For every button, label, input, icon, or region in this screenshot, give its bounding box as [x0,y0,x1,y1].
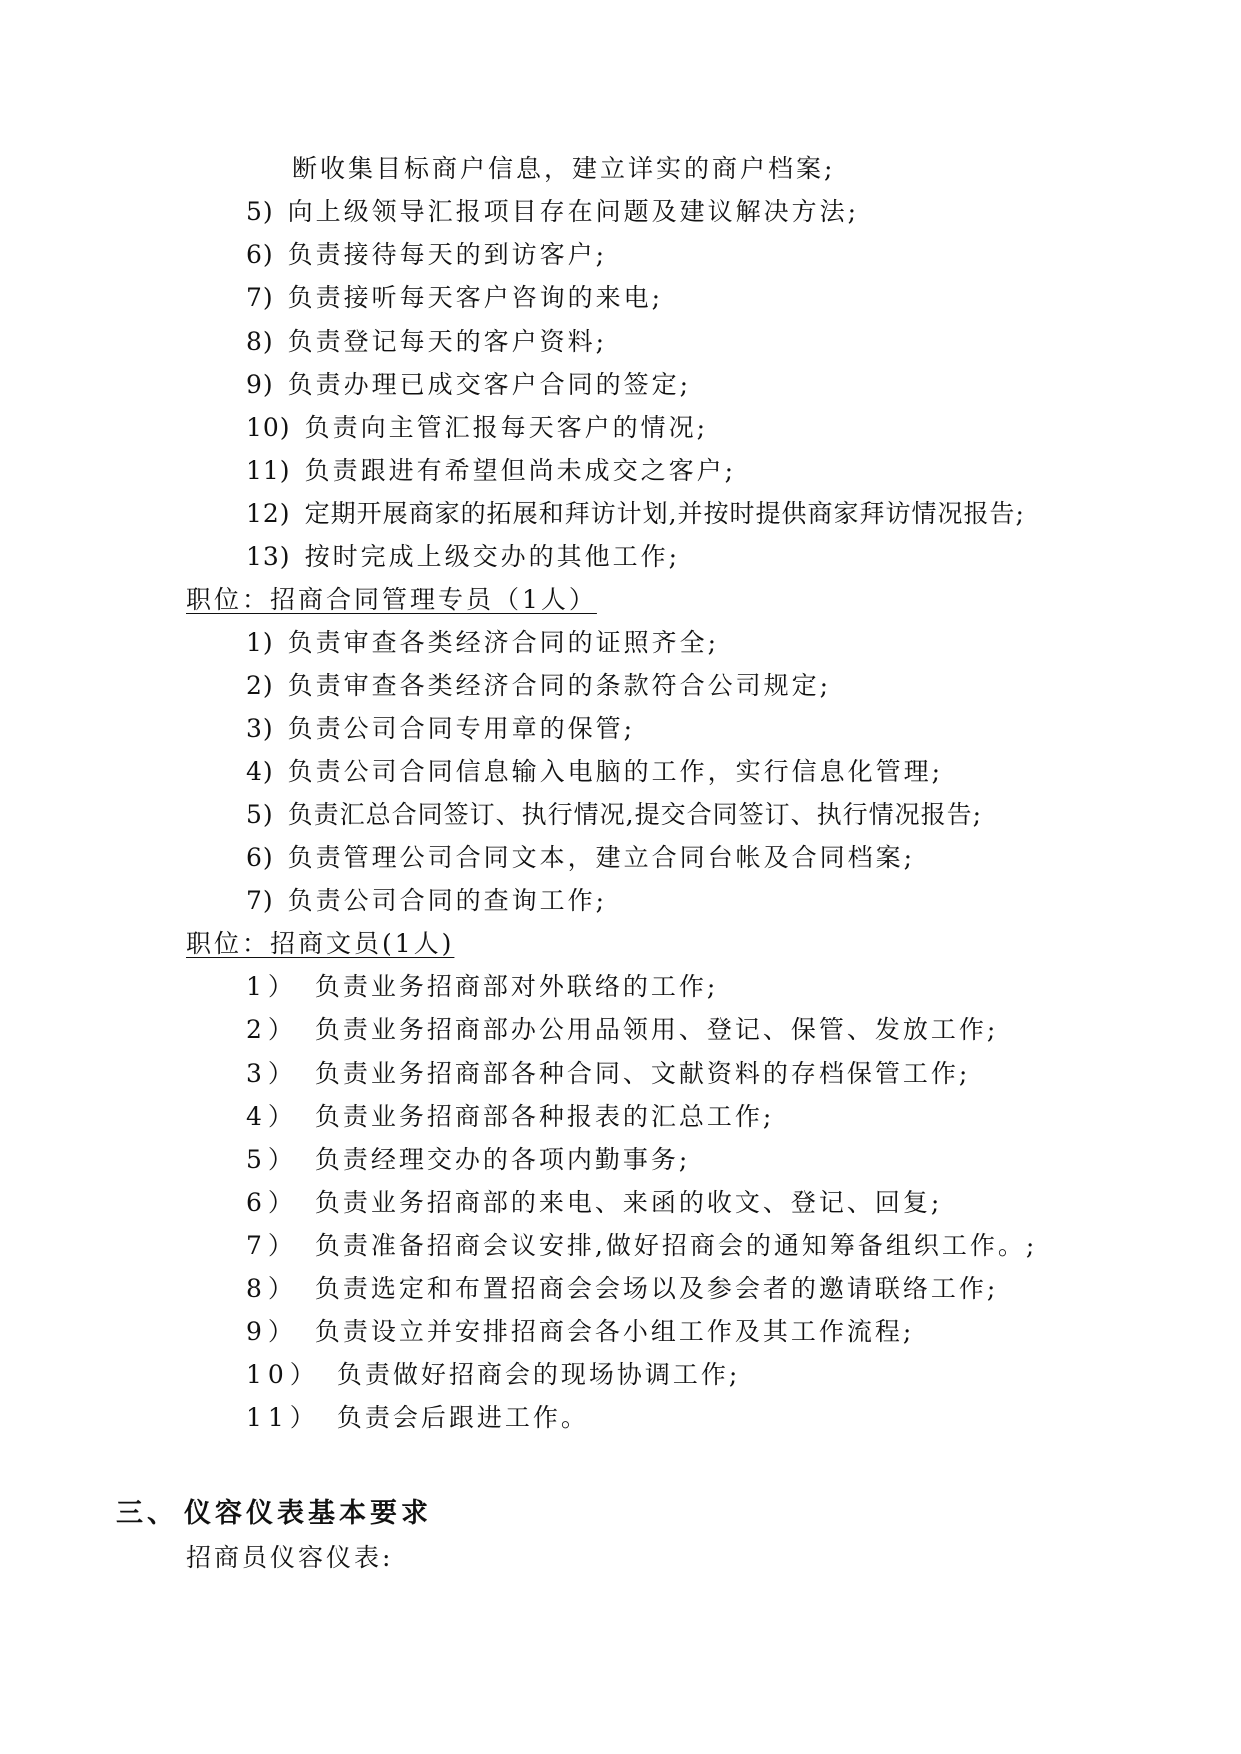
item-number: 10） [246,1360,321,1389]
item-text: 负责登记每天的客户资料; [287,327,608,356]
item-number: 7） [246,1231,299,1260]
list-item [246,798,982,832]
item-number: 12) [246,499,291,528]
item-text: 负责会后跟进工作。 [336,1403,589,1432]
section-number: 三、 [116,1498,178,1529]
item-number: 7) [246,886,274,915]
list-item [246,712,635,746]
item-number: 2） [246,1015,299,1044]
list-item [246,411,708,445]
continuation-line: 断收集目标商户信息，建立详实的商户档案; [292,154,836,183]
item-number: 8) [246,327,274,356]
item-text: 负责业务招商部对外联络的工作; [314,972,719,1001]
item-text: 负责业务招商部各种合同、文献资料的存档保管工作; [314,1059,971,1088]
list-item [246,1401,589,1435]
item-number: 4) [246,757,274,786]
item-number: 10) [246,413,291,442]
item-text: 负责业务招商部各种报表的汇总工作; [314,1102,775,1131]
list-item [246,884,607,918]
item-text: 负责选定和布置招商会会场以及参会者的邀请联络工作; [314,1274,999,1303]
item-number: 1) [246,628,274,657]
item-text: 负责汇总合同签订、执行情况,提交合同签订、执行情况报告; [287,800,983,829]
list-item [246,755,943,789]
list-item [246,497,1025,531]
item-text: 负责公司合同专用章的保管; [287,714,636,743]
item-number: 5） [246,1145,299,1174]
item-text: 负责向主管汇报每天客户的情况; [304,413,709,442]
item-text: 负责经理交办的各项内勤事务; [314,1145,691,1174]
item-number: 5) [246,197,274,226]
section-heading [116,1496,432,1532]
list-item [246,281,663,315]
item-text: 定期开展商家的拓展和拜访计划,并按时提供商家拜访情况报告; [304,499,1025,528]
item-number: 9) [246,370,274,399]
list-item [246,1013,998,1047]
item-number: 11) [246,456,291,485]
list-item [246,540,680,574]
item-number: 7) [246,283,274,312]
section-title: 仪容仪表基本要求 [184,1498,432,1529]
item-text: 负责接待每天的到访客户; [287,240,608,269]
item-text: 负责业务招商部办公用品领用、登记、保管、发放工作; [314,1015,999,1044]
list-item [246,1229,1037,1263]
item-number: 2) [246,671,274,700]
item-number: 1） [246,972,299,1001]
item-number: 4） [246,1102,299,1131]
item-text: 负责业务招商部的来电、来函的收文、登记、回复; [314,1188,943,1217]
item-number: 9） [246,1317,299,1346]
position-heading-clerk: 职位：招商文员(1人) [186,929,455,958]
item-text: 负责接听每天客户咨询的来电; [287,283,664,312]
item-text: 负责公司合同的查询工作; [287,886,608,915]
list-item [246,195,859,229]
list-item [246,970,718,1004]
item-number: 13) [246,542,291,571]
item-number: 5) [246,800,274,829]
item-text: 负责公司合同信息输入电脑的工作，实行信息化管理; [287,757,944,786]
list-item [246,1143,690,1177]
item-text: 负责准备招商会议安排,做好招商会的通知筹备组织工作。; [314,1231,1038,1260]
list-item [246,1358,740,1392]
position-heading-contract: 职位：招商合同管理专员（1人） [186,585,597,614]
list-item [246,626,719,660]
item-text: 按时完成上级交办的其他工作; [304,542,681,571]
list-item [246,1272,998,1306]
list-item [246,454,736,488]
item-text: 负责审查各类经济合同的证照齐全; [287,628,720,657]
list-item [246,1315,914,1349]
item-number: 6) [246,843,274,872]
list-item [246,669,831,703]
closing-line: 招商员仪容仪表: [186,1543,394,1572]
list-item [246,238,607,272]
list-item [246,368,691,402]
item-number: 11） [246,1403,321,1432]
list-item [246,325,607,359]
item-number: 8） [246,1274,299,1303]
item-text: 负责设立并安排招商会各小组工作及其工作流程; [314,1317,915,1346]
item-text: 负责审查各类经济合同的条款符合公司规定; [287,671,832,700]
item-number: 3) [246,714,274,743]
list-item [246,1057,970,1091]
list-item [246,1186,942,1220]
item-number: 6) [246,240,274,269]
item-text: 负责办理已成交客户合同的签定; [287,370,692,399]
item-number: 3） [246,1059,299,1088]
list-item [246,1100,774,1134]
item-number: 6） [246,1188,299,1217]
item-text: 负责跟进有希望但尚未成交之客户; [304,456,737,485]
item-text: 向上级领导汇报项目存在问题及建议解决方法; [287,197,860,226]
item-text: 负责做好招商会的现场协调工作; [336,1360,741,1389]
item-text: 负责管理公司合同文本，建立合同台帐及合同档案; [287,843,916,872]
list-item [246,841,915,875]
